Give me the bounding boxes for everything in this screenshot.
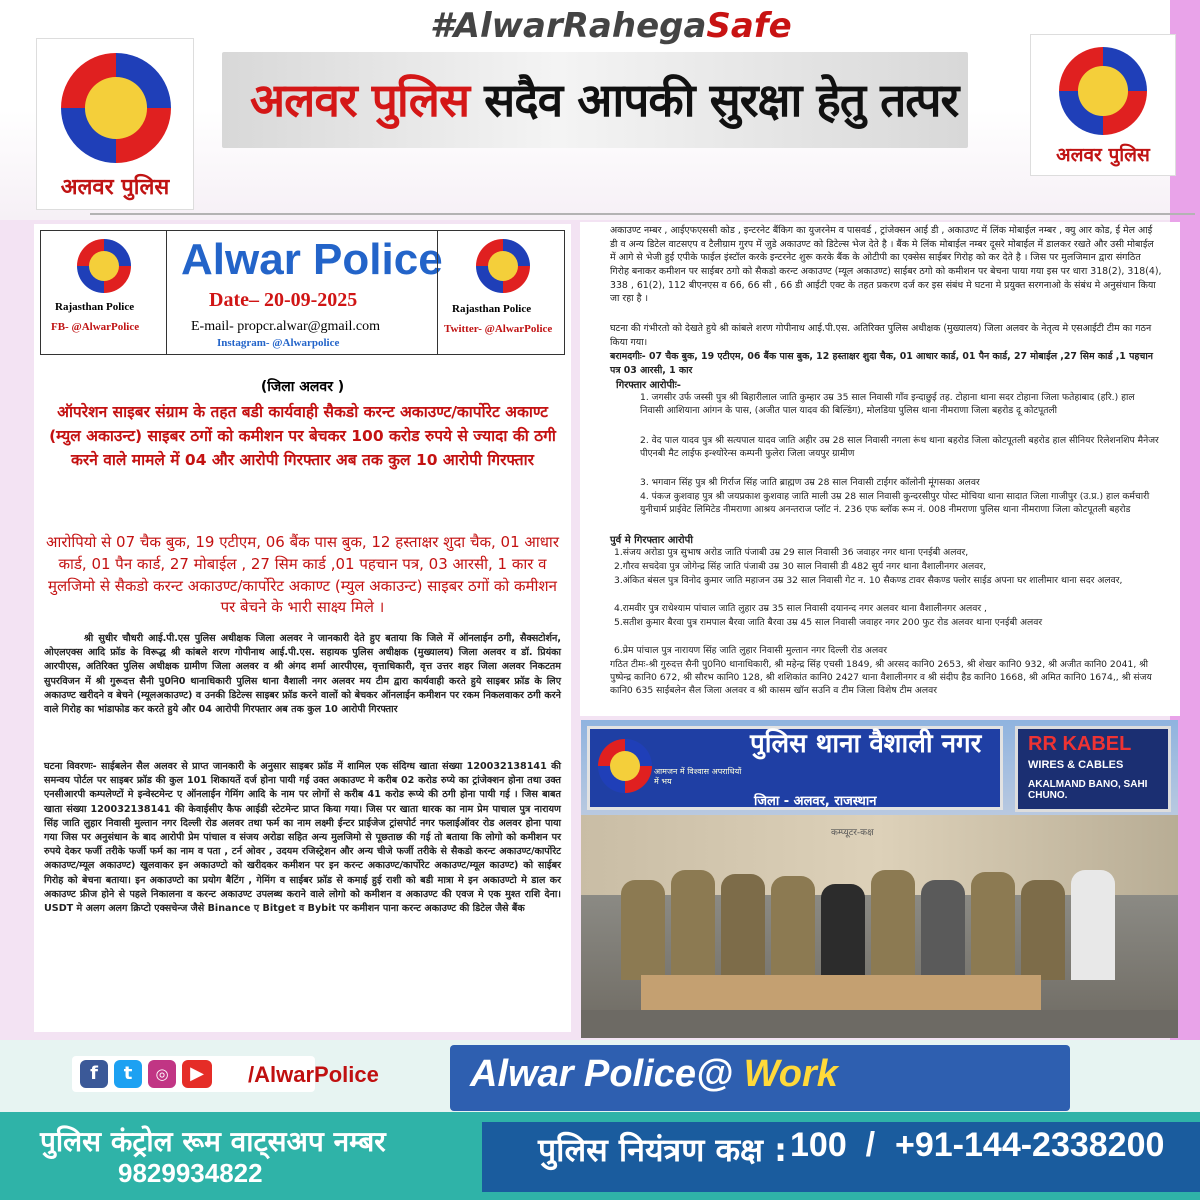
district: (जिला अलवर ) (260, 379, 345, 395)
previous-item: 2.गौरव सचदेवा पुत्र जोगेन्द्र सिंह जाति पंजाबी उम्र 30 साल निवासी डी 482 सुर्य नगर थाना वैशालीनगर अलवर, (614, 561, 987, 572)
continuation-text: अकाउण्ट नम्बर , आईएफएससी कोड , इन्टरनेट बैंकिग का युजरनेम व पासवर्ड , ट्रांजेक्सन आई डी , अकाउण्ट में लिंक मोबाईल नम्बर , क्यु आर कोड, ई मेल आई डी व अन्य डिटेल वाटसएप व टैलीग्राम गुरप में जुडे अकाउण्ट को डिटेल्स भेज देते है । बैंक मे लिंक मोबाईल नम्बर दूसरे मोबाईल में डालकर रखते और उसी मोबाईल में आगे से भेजी हुई एपीके फाईल इंस्टॉल करके इन्टरनेट शुरू करके बैंक के ओटीपी का एक्सेस साईबर गिरोह को कर देते है । जिस पर मुलजिमान द्वारा संगठित गिरोह बनाकर कमीशन पर साईबर ठगो को सैकडो करन्ट अकाउण्ट (म्यूल अकाउण्ट) साईबर ठगो को कमीशन पर बेचना पाया गया इस पर धारा 318(2), 318(4), 338 , 61(2), 112 बीएनएस व 66, 66 सी , 66 डी आईटी एक्ट के तहत प्रकरण दर्ज कर इस संबंध मे घटना मे प्रयुक्त सरगनाओ के संबंध मे अनुसंधान किया जा रहा है । (610, 225, 1162, 305)
police-emblem-icon (598, 739, 652, 793)
control-room-label: पुलिस नियंत्रण कक्ष : (538, 1131, 787, 1169)
social-links (72, 1056, 379, 1092)
previous-arrests-title: पुर्व मे गिरफ्तार आरोपी (610, 535, 693, 546)
police-team-group (601, 860, 1161, 980)
divider (90, 213, 1195, 215)
recovered-items-table (641, 975, 1041, 1015)
police-emblem-icon (476, 239, 530, 293)
paragraph-1: श्री सुधीर चौधरी आई.पी.एस पुलिस अधीक्षक जिला अलवर ने जानकारी देते हुए बताया कि जिले में ऑनलाईन ठगी, सैक्सटोर्शन, ओएलएक्स आदि फ्रॉड के विरूद्ध श्री कांबले शरण गोपीनाथ आई.पी.एस. सहायक पुलिस अधीक्षक (मुख्यालय) जिला अलवर व डॉ. प्रियंका आरपीएस, अतिरिक्त पुलिस अधीक्षक ग्रामीण जिला अलवर व श्री अंगद शर्मा आरपीएस, वृत्ताधिकारी, वृत्त उत्तर शहर जिला अलवर निकटतम सुपरविजन में श्री गुरूदत्त सैनी पु0नि0 थानाधिकारी पुलिस थाना वैशाली नगर अलवर मय टीम द्वारा कार्यवाही करते हुये साइबर फ्रॉड के लिए अकाउण्ट खरीदने व बेचने (म्यूलअकाउण्ट) व उनकी डिटेल्स साइबर फ्रॉड करने वालों को बेचकर ऑनलाईन कमीशन पर रकम निकलवाकर ठगी करने वाले गिरोह का भांडाफोड कर करते हुये और 04 आरोपी गिरफ्तार अब तक कुल 10 आरोपी गिरफ्तार (44, 633, 561, 715)
twitter-icon[interactable]: t (114, 1060, 142, 1088)
previous-item: 3.अंकित बंसल पुत्र विनोद कुमार जाति महाजन उम्र 32 साल निवासी गेट न. 10 सैकण्ड टावर सैकण्ड फ्लोर साईड अपना घर शालीमार थाना सदर अलवर, (614, 575, 1123, 586)
control-phone[interactable]: +91-144-2338200 (895, 1126, 1165, 1164)
banner-text: अलवर पुलिस सदैव आपकी सुरक्षा हेतु तत्पर (250, 73, 959, 127)
social-handle[interactable]: /AlwarPolice (248, 1062, 379, 1087)
right-logo-box (437, 231, 566, 354)
recovery-text: बरामदगीः- 07 चैक बुक, 19 एटीएम, 06 बैंक पास बुक, 12 हस्ताक्षर शुदा चैक, 01 आधार कार्ड, 01 पैन कार्ड, 27 मोबाईल ,27 सिम कार्ड ,1 पहचान पत्र 03 आरसी, 1 कार (610, 351, 1153, 376)
shop-brand: RR KABEL (1028, 733, 1132, 755)
youtube-icon[interactable]: ▶ (182, 1060, 212, 1088)
paragraph-2: घटना विवरणः- साईबलेन सैल अलवर से प्राप्त जानकारी के अनुसार साइबर फ्रॉड में शामिल एक संदिग्ध खाता संख्या 120032138141 की समन्वय पोर्टल पर साइबर फ्रॉड की कुल 101 शिकायतें दर्ज होना पायी गई उक्त अकाउण्ट मे करीब 02 करोड रुप्ये का ट्रांजेक्शन होना तथा उक्त एनसीआरपी कम्पलेण्टों मे इन्वेस्टमेन्ट ए ऑनलाईन गेमिंग आदि के नाम पर लोगों से करीब 41 करोड रूप्ये की ठगी होना पायी गई । जिस बाबत खाता संख्या 120032138141 की केवाईसीए कैफ आईडी स्टेटमेन्ट प्राप्त किया गया। जिस पर खाता धारक का नाम प्रेम पाचाल पुत्र नारायण सिंह जाति लुहार निवासी मुल्तान नगर दिल्ली रोड अलवर तथा फर्म का नाम लक्ष्मी ईन्टर प्राईजेज ट्रांसपोर्ट नगर फलाईऑवर रोड अलवर होना पाया गया जिस पर अनुसंधान के बाद आरोपी प्रेम पांचाल व संजय अरोडा सहित अन्य मुलजिमो से पूछताछ की गई तो बताया कि लोगो को कमीशन पर रुपये देकर फर्जी तरीके फर्जी फर्म का नाम व पता , टर्न ओवर , उदयम रजिस्ट्रेशन और अन्य चीजे फर्जी तरीके से सैकडो करन्ट अकाउण्ट/कार्पोरेट अकाउण्ट/म्यूल अकाउण्ट) खुलवाकर इन अकाउण्टो को खरीदकर कमीशन पर इन करन्ट अकाउण्ट/कार्पोरेट अकाउण्ट/म्यूल काउण्ट) को साईबर गिरोह को बेचना बताया। इन अकाउण्टो का प्रयोग बैटिंग , गेमिंग व साईबर फ्रॉड से कमाई हुई राशी को बडी मात्रा मे इन अकाउण्टो मे डाल कर अकाउण्ट फ्रीज होने से पहले निकालना व करन्ट अकाउण्ट उपलब्ध कराने वाले लोगो को कमीशन व अकाउण्ट की एवज मे एक मुश्त राशि देना।USDT मे अलग अलग क्रिप्टो एक्सचेन्ज जैसे Binance ए Bitget व Bybit पर कमीशन पाना करन्ट अकाउण्ट की डिटेल जैसे बैंक (44, 761, 561, 914)
left-fb: FB- @AlwarPolice (51, 321, 140, 333)
ground (581, 1010, 1178, 1038)
facebook-icon[interactable]: f (80, 1060, 108, 1088)
headline: ऑपरेशन साइबर संग्राम के तहत बडी कार्यवाही सैकडो करन्ट अकाउण्ट/कार्पोरेट अकाण्ट (म्युल अकाउन्ट) साइबर ठगों को कमीशन पर बेचकर 100 करोड रुपये से ज्यादा की ठगी करने वाले मामले में 04 और आरोपी गिरफ्तार अब तक कुल 10 आरोपी गिरफ्तार (49, 403, 556, 470)
previous-item: 4.रामवीर पुत्र राधेश्याम पांचाल जाति लुहार उम्र 35 साल निवासी दयानन्द नगर अलवर थाना वैशालीनगर अलवर , (614, 603, 987, 614)
right-twitter: Twitter- @AlwarPolice (444, 323, 553, 335)
press-title: Alwar Police (181, 235, 443, 284)
police-emblem-icon (77, 239, 131, 293)
station-signboard (587, 726, 1003, 810)
police-emblem-icon (61, 53, 171, 163)
shop-line2: AKALMAND BANO, SAHI CHUNO. (1028, 779, 1148, 801)
station-district: जिला - अलवर, राजस्थान (754, 794, 877, 809)
control-100[interactable]: 100 / (790, 1126, 876, 1164)
sit-text: घटना की गंभीरतो को देखते हुये श्री कांबले शरण गोपीनाथ आई.पी.एस. अतिरिक्त पुलिस अधीक्षक (मुख्यालय) जिला अलवर के नेतृत्व मे एसआईटी टीम का गठन किया गया। (610, 323, 1152, 348)
police-emblem-icon (1059, 47, 1147, 135)
press-release-left (34, 224, 571, 1032)
whatsapp-number[interactable]: 9829934822 (118, 1158, 263, 1188)
press-instagram: Instagram- @Alwarpolice (217, 337, 340, 349)
team-text: गठित टीमः-श्री गुरुदत्त सैनी पु0नि0 थानाधिकारी, श्री महेन्द्र सिंह एचसी 1849, श्री अरसद कानि0 2653, श्री शेखर कानि0 932, श्री अजीत कानि0 2041, श्री पुष्पेन्द्र कानि0 672, श्री सौरभ कानि0 128, श्री शशिकांत कानि0 2427 थाना वैशालीनगर व श्री संदीप हैड कानि0 1668, श्री अमित कानि0 1674,, श्री संजय कानि0 635 साईबलेन सैल जिला अलवर व श्री कासम खॉन सउनि व टीम जिला विशेष टीम अलवर (610, 659, 1152, 697)
previous-item: 1.संजय अरोडा पुत्र सुभाष अरोड जाति पंजाबी उम्र 29 साल निवासी 36 जवाहर नगर थाना एनईबी अलवर, (614, 547, 969, 558)
logo-left-label: अलवर पुलिस (60, 175, 170, 200)
press-date: Date– 20-09-2025 (209, 289, 358, 311)
whatsapp-label: पुलिस कंट्रोल रूम वाट्सअप नम्बर (40, 1125, 386, 1158)
right-org: Rajasthan Police (452, 303, 532, 315)
previous-item: 6.प्रेम पांचाल पुत्र नारायण सिंह जाति लुहार निवासी मुल्तान नगर दिल्ली रोड अलवर (614, 645, 888, 656)
press-email: E-mail- propcr.alwar@gmail.com (191, 319, 380, 334)
subheadline: आरोपियो से 07 चैक बुक, 19 एटीएम, 06 बैंक पास बुक, 12 हस्ताक्षर शुदा चैक, 01 आधार कार्ड, 01 पैन कार्ड, 27 मोबाईल , 27 सिम कार्ड ,01 पहचान पत्र, 03 आरसी, 1 कार व मुलजिमो से सैकडो करन्ट अकाउण्ट/कार्पोरेट अकाण्ट (म्युल अकाउन्ट) साइबर ठगों को कमीशन पर बेचने के भारी साक्ष्य मिले । (46, 533, 559, 617)
footer (0, 1040, 1200, 1200)
room-label: कम्प्यूटर-कक्ष (831, 828, 874, 838)
station-slogan: आमजन में विश्वास अपराधियों में भय (654, 767, 742, 787)
press-header (40, 230, 565, 355)
police-at-work-banner (450, 1045, 1070, 1111)
alwar-police-logo-left (36, 38, 194, 210)
hashtag: #AlwarRahegaSafe (430, 6, 792, 46)
logo-right-label: अलवर पुलिस (1056, 144, 1150, 166)
shop-line1: WIRES & CABLES (1028, 759, 1124, 771)
arrested-item: 1. जगसीर उर्फ जस्सी पुत्र श्री बिहारीलाल जाति कुम्हार उम्र 35 साल निवासी गाँव इन्दाछुई तह. टोहाना थाना सदर टोहाना जिला फतेहाबाद (हरि.) हाल निवासी आशियाना आंगन के पास, (अजीत पाल यादव की बिल्डिंग), मोलडिया पुलिस थाना नीमराणा जिला बहरोड दू कोटपूतली (640, 392, 1135, 417)
previous-item: 5.सतीश कुमार बैरवा पुत्र रामपाल बैरवा जाति बैरवा उम्र 45 साल निवासी जवाहर नगर 200 फुट रोड अलवर थाना एनईबी अलवर (614, 617, 1043, 628)
left-logo-box (41, 231, 167, 354)
shop-sign (1015, 726, 1171, 812)
police-at-work-text: Alwar Police@ Work (470, 1053, 838, 1095)
instagram-icon[interactable]: ◎ (148, 1060, 176, 1088)
arrested-title: गिरफ्तार आरोपीः- (616, 380, 681, 391)
press-release-right (580, 222, 1180, 716)
station-name: पुलिस थाना वैशाली नगर (750, 729, 982, 759)
left-org: Rajasthan Police (55, 301, 135, 313)
alwar-police-logo-right (1030, 34, 1176, 176)
station-photo (581, 720, 1178, 1038)
arrested-item: 2. वेद पाल यादव पुत्र श्री सत्यपाल यादव जाति अहीर उम्र 28 साल निवासी नगला रूंध थाना बहरोड जिला कोटपूतली बहरोड हाल सीनियर रिलेशनशिप मैनेजर पीएनबी मैट लाईफ इन्श्योरेन्स कम्पनी फुलेरा जिला जयपुर ग्रामीण (640, 435, 1159, 460)
arrested-item: 3. भगवान सिंह पुत्र श्री गिर्राज सिंह जाति ब्राह्मण उम्र 28 साल निवासी टाईगर कॉलोनी मूंगसका अलवर (640, 477, 980, 488)
arrested-item: 4. पंकज कुशवाह पुत्र श्री जयप्रकाश कुशवाह जाति माली उम्र 28 साल निवासी कुन्दरसीपुर पोस्ट मोचिया थाना सादात जिला गाजीपुर (उ.प्र.) हाल कर्मचारी युनीचार्म प्राईवेट लिमिटेड नीमराणा आश्रय अनन्तराज प्लॉट नं. 236 एफ ब्लॉक रूम नं. 008 नीमराणा पुलिस थाना नीमराणा जिला कोटपूतली बहरोड (640, 491, 1150, 516)
